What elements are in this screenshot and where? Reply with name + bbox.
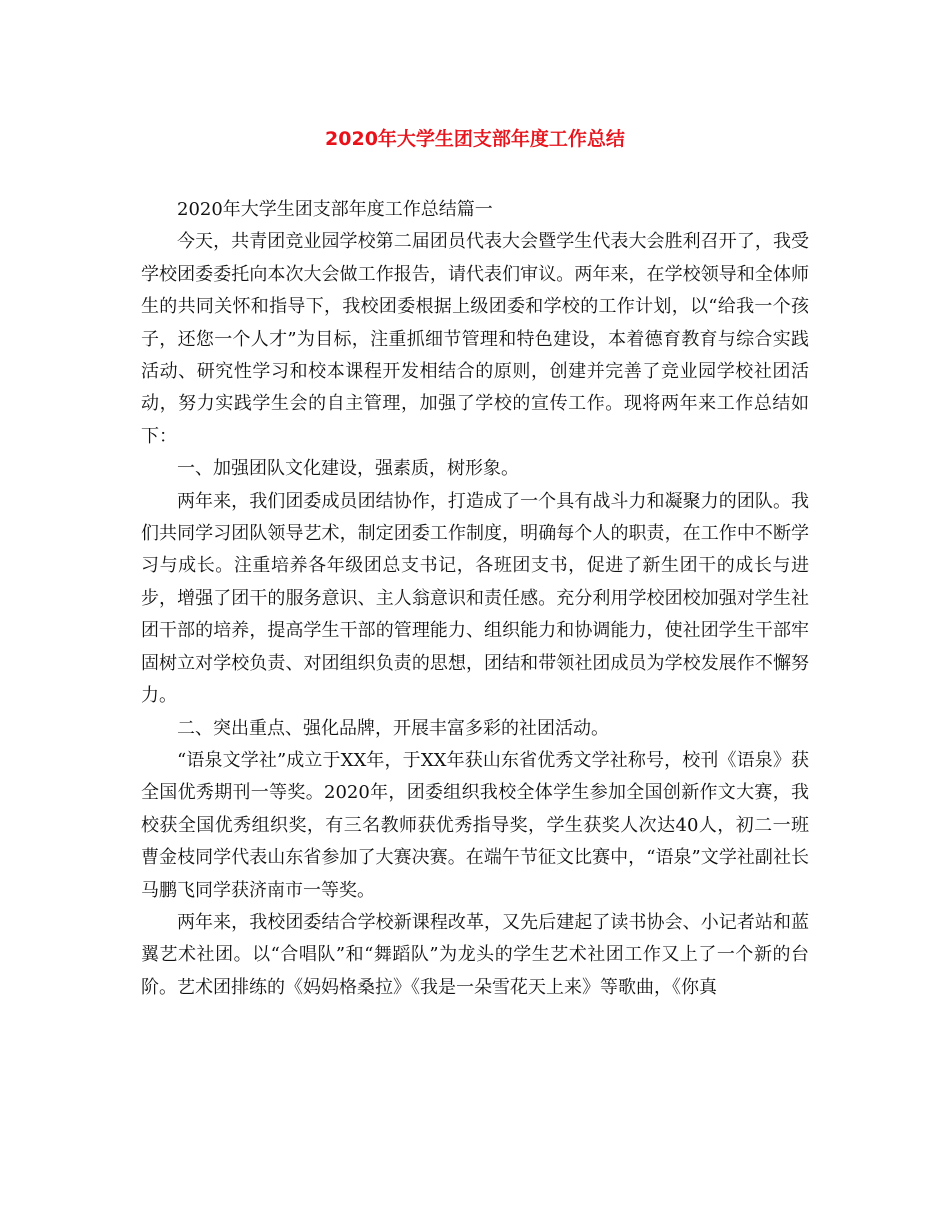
- paragraph: 今天，共青团竞业园学校第二届团员代表大会暨学生代表大会胜利召开了，我受学校团委委托向本次大会做工作报告，请代表们审议。两年来，在学校领导和全体师生的共同关怀和指导下，我校团委根据上级团委和学校的工作计划，以“给我一个孩子，还您一个人才”为目标，注重抓细节管理和特色建设，本着德育教育与综合实践活动、研究性学习和校本课程开发相结合的原则，创建并完善了竞业园学校社团活动，努力实践学生会的自主管理，加强了学校的宣传工作。现将两年来工作总结如下：: [141, 231, 809, 447]
- document-body: [141, 194, 809, 1004]
- section-heading: 2020年大学生团支部年度工作总结篇一: [177, 199, 493, 220]
- paragraph: “语泉文学社”成立于XX年，于XX年获山东省优秀文学社称号，校刊《语泉》获全国优秀期刊一等奖。2020年，团委组织我校全体学生参加全国创新作文大赛，我校获全国优秀组织奖，有三名教师获优秀指导奖，学生获奖人次达40人，初二一班曹金枝同学代表山东省参加了大赛决赛。在端午节征文比赛中，“语泉”文学社副社长马鹏飞同学获济南市一等奖。: [141, 749, 809, 901]
- document-title: 2020年大学生团支部年度工作总结: [325, 128, 625, 150]
- paragraph: 两年来，我校团委结合学校新课程改革，又先后建起了读书协会、小记者站和蓝翼艺术社团。以“合唱队”和“舞蹈队”为龙头的学生艺术社团工作又上了一个新的台阶。艺术团排练的《妈妈格桑拉》《我是一朵雪花天上来》等歌曲，《你真: [141, 911, 809, 998]
- section-heading: 二、突出重点、强化品牌，开展丰富多彩的社团活动。: [177, 717, 609, 739]
- paragraph: 两年来，我们团委成员团结协作，打造成了一个具有战斗力和凝聚力的团队。我们共同学习团队领导艺术，制定团委工作制度，明确每个人的职责，在工作中不断学习与成长。注重培养各年级团总支书记，各班团支书，促进了新生团干的成长与进步，增强了团干的服务意识、主人翁意识和责任感。充分利用学校团校加强对学生社团干部的培养，提高学生干部的管理能力、组织能力和协调能力，使社团学生干部牢固树立对学校负责、对团组织负责的思想，团结和带领社团成员为学校发展作不懈努力。: [141, 490, 809, 707]
- section-heading: 一、加强团队文化建设，强素质，树形象。: [177, 458, 519, 480]
